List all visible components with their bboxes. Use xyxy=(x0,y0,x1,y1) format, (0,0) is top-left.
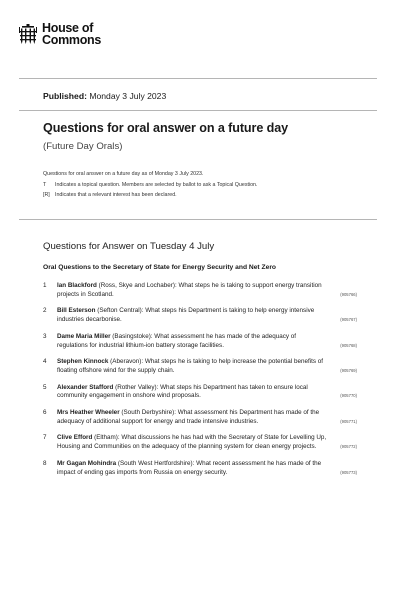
key-item-interest xyxy=(43,192,363,198)
intro-block xyxy=(43,171,363,202)
key-text: Indicates a topical question. Members are selected by ballot to ask a Topical Question. xyxy=(55,182,258,188)
key-symbol: [R] xyxy=(43,192,50,198)
page-subtitle: (Future Day Orals) xyxy=(43,141,123,152)
question-list xyxy=(43,282,357,477)
page-title: Questions for oral answer on a future day xyxy=(43,121,289,135)
question-body xyxy=(57,434,357,451)
key-text: Indicates that a relevant interest has been declared. xyxy=(55,192,177,198)
question-text: (Basingstoke): What assessment he has made of the adequacy of regulations for industrial lithium-ion battery storage facilities. xyxy=(57,332,297,349)
question-item xyxy=(43,409,357,426)
question-ref: (905769) xyxy=(340,367,357,373)
question-text: (Ross, Skye and Lochaber): What steps he is taking to support energy transition projects in Scotland. xyxy=(57,282,322,298)
question-ref: (905768) xyxy=(340,342,357,348)
question-ref: (905772) xyxy=(340,444,357,450)
published-date: Monday 3 July 2023 xyxy=(89,91,167,101)
question-item xyxy=(43,307,357,324)
question-number: 5 xyxy=(43,383,47,391)
question-body xyxy=(57,409,357,426)
question-member: Ian Blackford xyxy=(57,282,97,289)
question-ref: (905773) xyxy=(340,469,357,475)
published-divider xyxy=(19,110,377,111)
question-member: Dame Maria Miller xyxy=(57,332,111,340)
question-member: Mrs Heather Wheeler xyxy=(57,409,120,417)
question-member: Mr Gagan Mohindra xyxy=(57,459,117,467)
question-text: (Eltham): What discussions he has had with the Secretary of State for Levelling Up, Housing and Communities on the adequacy of the planning system for clean energy projects. xyxy=(57,434,327,451)
question-body xyxy=(57,307,357,324)
question-text: (Sefton Central): What steps his Department is taking to help energy intensive industries decarbonise. xyxy=(57,307,315,324)
top-divider xyxy=(19,78,377,79)
question-text: (South Derbyshire): What assessment his Department has made of the adequacy of additional support for energy and trade intensive industries. xyxy=(57,409,320,425)
question-ref: (905766) xyxy=(340,291,357,297)
question-item xyxy=(43,282,357,299)
question-member: Stephen Kinnock xyxy=(57,358,109,366)
question-ref: (905767) xyxy=(340,317,357,323)
question-member: Alexander Stafford xyxy=(57,383,114,391)
question-body xyxy=(57,333,357,350)
question-member: Clive Efford xyxy=(57,434,93,442)
question-text: (Aberavon): What steps he is taking to help increase the potential benefits of floating offshore wind for the supply chain. xyxy=(57,358,324,374)
question-body xyxy=(57,384,357,401)
question-text: (South West Hertfordshire): What recent assessment he has made of the impact of ending gas imports from Russia on energy security. xyxy=(57,459,322,476)
question-body xyxy=(57,282,357,299)
question-item xyxy=(43,358,357,375)
question-body xyxy=(57,358,357,375)
question-number: 7 xyxy=(43,434,47,442)
question-ref: (905771) xyxy=(340,418,357,424)
intro-lead: Questions for oral answer on a future day as of Monday 3 July 2023. xyxy=(43,171,204,177)
published-label: Published: xyxy=(43,91,87,101)
question-number: 4 xyxy=(43,358,47,366)
portcullis-icon xyxy=(19,24,37,46)
question-number: 1 xyxy=(43,282,47,289)
question-body xyxy=(57,460,357,477)
question-member: Bill Esterson xyxy=(57,307,96,315)
question-item xyxy=(43,384,357,401)
question-item xyxy=(43,460,357,477)
intro-divider xyxy=(19,219,377,220)
question-item xyxy=(43,434,357,451)
question-number: 3 xyxy=(43,332,47,340)
question-item xyxy=(43,333,357,350)
logo-line-1: House of xyxy=(42,21,94,35)
question-ref: (905770) xyxy=(340,393,357,399)
section-heading: Questions for Answer on Tuesday 4 July xyxy=(43,241,215,252)
question-number: 2 xyxy=(43,307,47,315)
published-line xyxy=(43,91,166,101)
house-of-commons-logo xyxy=(19,23,101,46)
logo-line-2: Commons xyxy=(42,32,102,47)
department-subheading: Oral Questions to the Secretary of State for Energy Security and Net Zero xyxy=(43,264,277,271)
question-number: 6 xyxy=(43,409,47,417)
key-item-topical xyxy=(43,182,363,188)
logo-wordmark xyxy=(42,23,101,46)
key-symbol: T xyxy=(43,182,47,188)
question-number: 8 xyxy=(43,459,47,467)
question-text: (Rother Valley): What steps his Department has taken to ensure local community engagement in onshore wind proposals. xyxy=(57,383,308,400)
